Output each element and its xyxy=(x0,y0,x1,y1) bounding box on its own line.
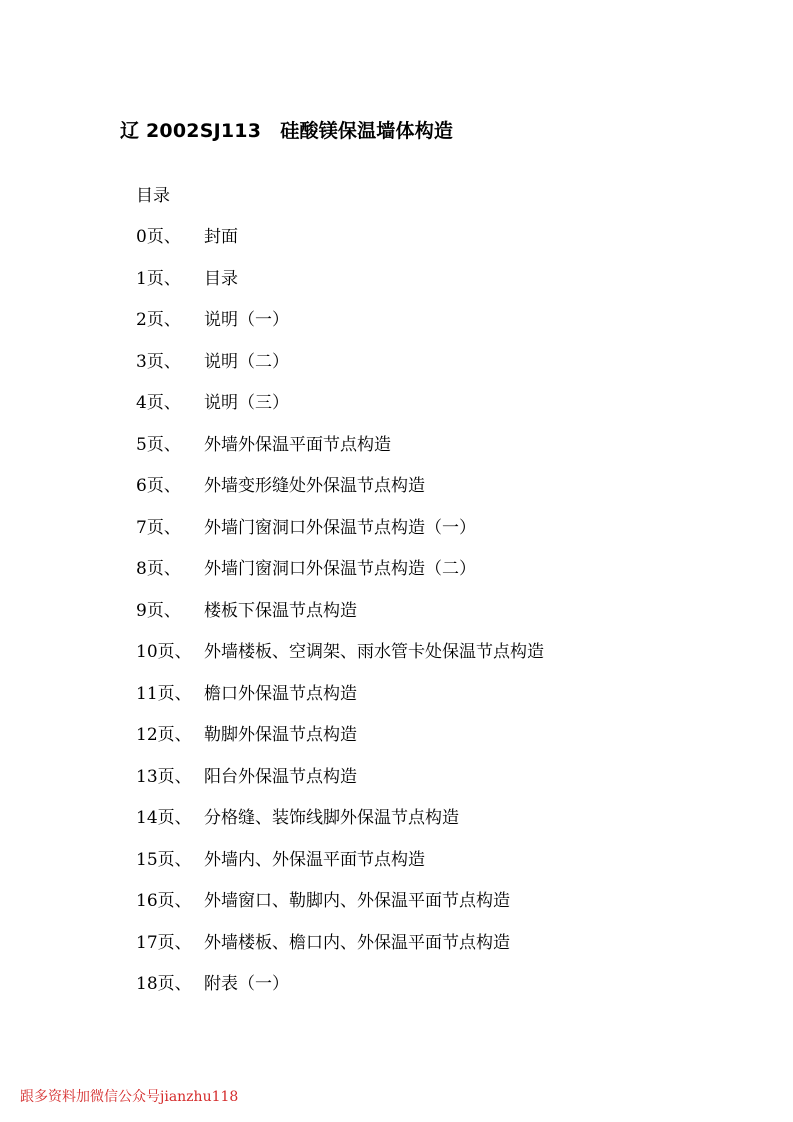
toc-item xyxy=(136,513,544,555)
toc-entry-text: 说明（一） xyxy=(204,310,289,330)
toc-item xyxy=(136,430,544,472)
toc-entry-text: 说明（三） xyxy=(204,393,289,413)
toc-item xyxy=(136,928,544,970)
toc-page-number: 15页、 xyxy=(136,849,192,870)
toc-entry-text: 外墙外保温平面节点构造 xyxy=(204,434,391,455)
toc-entry-text: 分格缝、装饰线脚外保温节点构造 xyxy=(204,808,459,828)
toc-item xyxy=(136,305,544,347)
toc-item xyxy=(136,388,544,430)
toc-item xyxy=(136,969,544,1011)
toc-item xyxy=(136,596,544,638)
toc-page-number: 16页、 xyxy=(136,891,192,911)
toc-entry-text: 外墙变形缝处外保温节点构造 xyxy=(204,476,425,496)
toc-entry-text: 外墙门窗洞口外保温节点构造（一） xyxy=(204,517,476,538)
toc-item xyxy=(136,679,544,721)
toc-page-number: 4页、 xyxy=(136,393,181,413)
toc-page-number: 13页、 xyxy=(136,766,192,787)
toc-entry-text: 附表（一） xyxy=(204,974,289,994)
toc-heading: 目录 xyxy=(136,186,170,206)
toc-entry-text: 檐口外保温节点构造 xyxy=(204,683,357,704)
toc-page-number: 18页、 xyxy=(136,974,192,994)
toc-item xyxy=(136,347,544,389)
toc-item xyxy=(136,845,544,887)
toc-item xyxy=(136,762,544,804)
toc-item xyxy=(136,886,544,928)
toc-entry-text: 目录 xyxy=(204,268,238,289)
toc-entry-text: 外墙楼板、空调架、雨水管卡处保温节点构造 xyxy=(204,642,544,662)
toc-entry-text: 外墙楼板、檐口内、外保温平面节点构造 xyxy=(204,932,510,953)
toc-item xyxy=(136,720,544,762)
toc-page-number: 10页、 xyxy=(136,642,192,662)
toc-page-number: 2页、 xyxy=(136,310,181,330)
page-title: 辽 2002SJ113 硅酸镁保温墙体构造 xyxy=(120,120,454,142)
toc-page-number: 7页、 xyxy=(136,517,181,538)
toc-entry-text: 外墙窗口、勒脚内、外保温平面节点构造 xyxy=(204,891,510,911)
toc-item xyxy=(136,803,544,845)
toc-page-number: 11页、 xyxy=(136,683,192,704)
toc-page-number: 9页、 xyxy=(136,600,181,621)
toc-item xyxy=(136,471,544,513)
toc-page-number: 1页、 xyxy=(136,268,181,289)
toc-page-number: 8页、 xyxy=(136,559,181,579)
toc-page-number: 6页、 xyxy=(136,476,181,496)
toc-page-number: 0页、 xyxy=(136,227,181,247)
toc-item xyxy=(136,637,544,679)
toc-item xyxy=(136,264,544,306)
toc-entry-text: 封面 xyxy=(204,227,238,247)
toc-entry-text: 外墙门窗洞口外保温节点构造（二） xyxy=(204,559,476,579)
toc-page-number: 5页、 xyxy=(136,434,181,455)
toc-entry-text: 勒脚外保温节点构造 xyxy=(204,725,357,745)
toc-item xyxy=(136,222,544,264)
toc-page-number: 14页、 xyxy=(136,808,192,828)
toc-list xyxy=(136,222,544,1011)
toc-page-number: 3页、 xyxy=(136,351,181,372)
footer-note: 跟多资料加微信公众号jianzhu118 xyxy=(20,1089,239,1105)
toc-page-number: 17页、 xyxy=(136,932,192,953)
toc-entry-text: 楼板下保温节点构造 xyxy=(204,600,357,621)
toc-entry-text: 阳台外保温节点构造 xyxy=(204,766,357,787)
toc-page-number: 12页、 xyxy=(136,725,192,745)
toc-entry-text: 外墙内、外保温平面节点构造 xyxy=(204,849,425,870)
toc-entry-text: 说明（二） xyxy=(204,351,289,372)
toc-item xyxy=(136,554,544,596)
